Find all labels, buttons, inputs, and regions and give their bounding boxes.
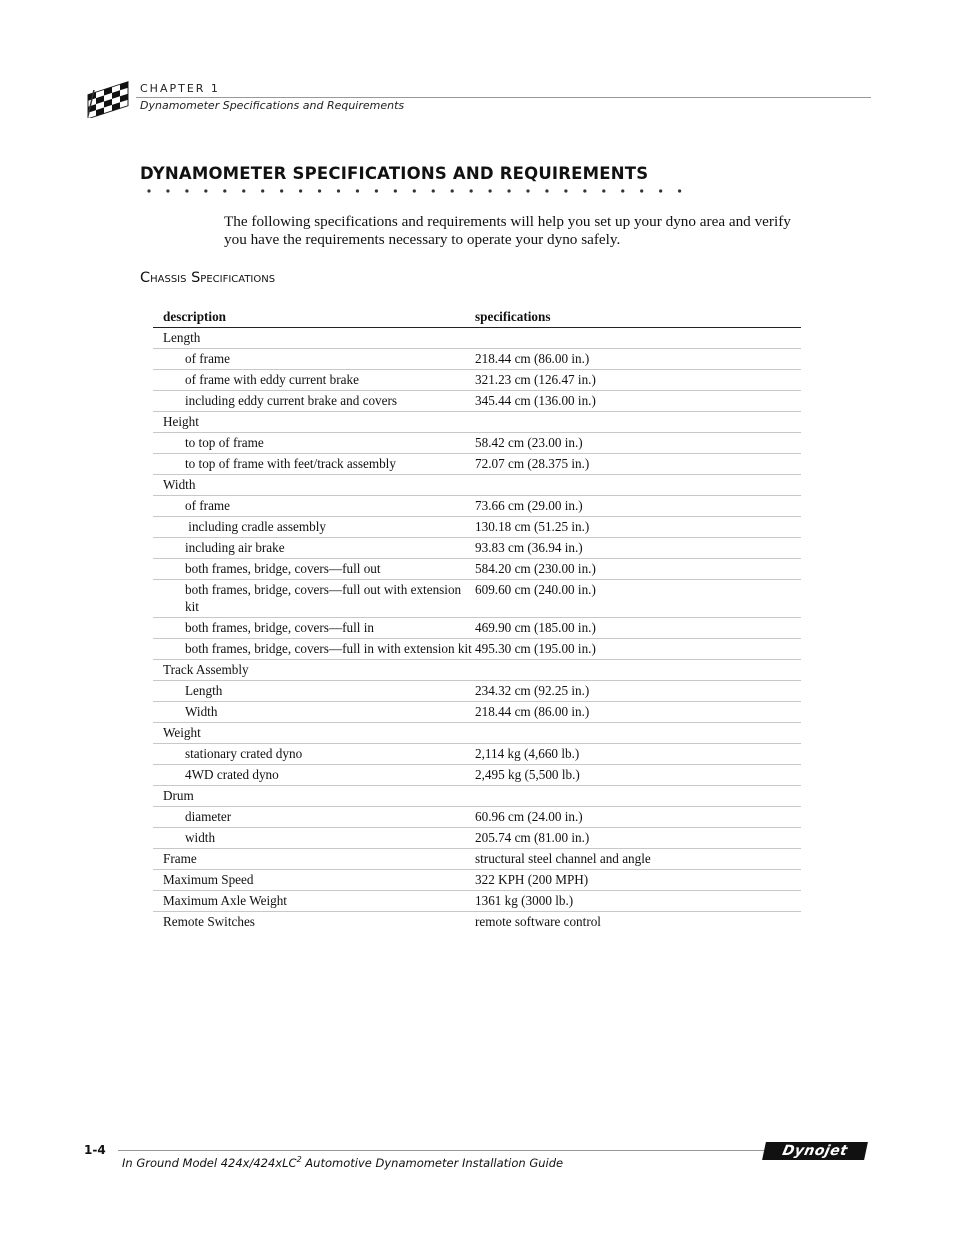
row-specification: 60.96 cm (24.00 in.) xyxy=(475,807,801,828)
row-description: Track Assembly xyxy=(153,660,475,681)
row-description: Height xyxy=(153,412,475,433)
rule-dot xyxy=(242,189,245,192)
column-header-specifications: specifications xyxy=(475,308,801,328)
row-specification xyxy=(475,412,801,433)
rule-dot xyxy=(451,189,454,192)
row-description: width xyxy=(153,828,475,849)
table-row xyxy=(153,618,801,639)
column-header-description: description xyxy=(153,308,475,328)
table-row xyxy=(153,538,801,559)
subsection-title: Chassis Specifications xyxy=(140,270,276,286)
table-row xyxy=(153,517,801,538)
header-divider xyxy=(136,97,871,98)
rule-dot xyxy=(507,189,510,192)
row-description: to top of frame with feet/track assembly xyxy=(153,454,475,475)
rule-dot xyxy=(261,189,264,192)
dynojet-logo: Dynojet xyxy=(762,1142,868,1160)
row-specification: 609.60 cm (240.00 in.) xyxy=(475,580,801,618)
table-row xyxy=(153,349,801,370)
row-specification: 93.83 cm (36.94 in.) xyxy=(475,538,801,559)
table-row xyxy=(153,639,801,660)
section-title: DYNAMOMETER SPECIFICATIONS AND REQUIREMENTS xyxy=(140,164,649,183)
row-description: Remote Switches xyxy=(163,914,255,929)
row-specification: 2,495 kg (5,500 lb.) xyxy=(475,765,801,786)
table-row xyxy=(153,807,801,828)
rule-dot xyxy=(640,189,643,192)
row-description: Drum xyxy=(153,786,475,807)
row-description: of frame with eddy current brake xyxy=(153,370,475,391)
rule-dot xyxy=(545,189,548,192)
row-description: including cradle assembly xyxy=(153,517,475,538)
table-row xyxy=(153,702,801,723)
rule-dot xyxy=(394,189,397,192)
intro-paragraph: The following specifications and requirements will help you set up your dyno area and verify you have the requirements necessary to operate your dyno safely. xyxy=(224,213,791,248)
row-description: Length xyxy=(153,681,475,702)
footer-guide-pre: In Ground Model 424x/424xLC xyxy=(122,1155,297,1170)
row-description: diameter xyxy=(153,807,475,828)
row-description: Width xyxy=(153,702,475,723)
rule-dot xyxy=(185,189,188,192)
table-row xyxy=(153,786,801,807)
row-specification: 321.23 cm (126.47 in.) xyxy=(475,370,801,391)
row-specification: 58.42 cm (23.00 in.) xyxy=(475,433,801,454)
row-specification: 584.20 cm (230.00 in.) xyxy=(475,559,801,580)
table-row xyxy=(153,328,801,349)
row-description: Weight xyxy=(153,723,475,744)
rule-dot xyxy=(659,189,662,192)
table-row xyxy=(153,391,801,412)
table-row xyxy=(153,559,801,580)
row-specification: 72.07 cm (28.375 in.) xyxy=(475,454,801,475)
table-header-row xyxy=(153,308,801,328)
rule-dot xyxy=(470,189,473,192)
rule-dot xyxy=(678,189,681,192)
table-row xyxy=(153,433,801,454)
row-description: Frame xyxy=(153,849,475,870)
row-specification: 234.32 cm (92.25 in.) xyxy=(475,681,801,702)
rule-dot xyxy=(299,189,302,192)
rule-dot xyxy=(564,189,567,192)
row-description: both frames, bridge, covers—full out with extension kit xyxy=(153,580,475,618)
rule-dot xyxy=(432,189,435,192)
rule-dot xyxy=(337,189,340,192)
page-number: 1-4 xyxy=(84,1143,106,1157)
rule-dot xyxy=(280,189,283,192)
table-row xyxy=(153,828,801,849)
rule-dot xyxy=(356,189,359,192)
row-specification: 322 KPH (200 MPH) xyxy=(475,870,801,891)
table-row xyxy=(153,496,801,517)
row-specification xyxy=(475,475,801,496)
row-specification: 218.44 cm (86.00 in.) xyxy=(475,702,801,723)
rule-dot xyxy=(583,189,586,192)
row-description: stationary crated dyno xyxy=(153,744,475,765)
table-row xyxy=(153,849,801,870)
row-specification: remote software control xyxy=(475,914,601,929)
row-specification xyxy=(475,660,801,681)
chapter-label: CHAPTER 1 xyxy=(140,82,220,95)
rule-dot xyxy=(318,189,321,192)
row-specification: 469.90 cm (185.00 in.) xyxy=(475,618,801,639)
row-description: Maximum Speed xyxy=(153,870,475,891)
table-row xyxy=(153,870,801,891)
rule-dot xyxy=(602,189,605,192)
rule-dot xyxy=(621,189,624,192)
rule-dot xyxy=(489,189,492,192)
rule-dot xyxy=(223,189,226,192)
row-specification: 205.74 cm (81.00 in.) xyxy=(475,828,801,849)
row-description: of frame xyxy=(153,349,475,370)
footer-divider xyxy=(118,1150,764,1151)
row-specification: 73.66 cm (29.00 in.) xyxy=(475,496,801,517)
row-specification xyxy=(475,786,801,807)
row-specification: 495.30 cm (195.00 in.) xyxy=(475,639,801,660)
rule-dot xyxy=(147,189,150,192)
row-description: Length xyxy=(153,328,475,349)
table-row xyxy=(153,475,801,496)
row-description: of frame xyxy=(153,496,475,517)
row-specification xyxy=(475,328,801,349)
checkered-flag-icon xyxy=(84,76,134,118)
row-specification: 218.44 cm (86.00 in.) xyxy=(475,349,801,370)
row-description: to top of frame xyxy=(153,433,475,454)
table-row xyxy=(153,912,801,933)
dotted-rule xyxy=(140,184,692,196)
table-row xyxy=(153,370,801,391)
row-description: including eddy current brake and covers xyxy=(153,391,475,412)
rule-dot xyxy=(375,189,378,192)
row-description: 4WD crated dyno xyxy=(153,765,475,786)
row-specification xyxy=(475,723,801,744)
chassis-spec-table xyxy=(153,308,801,932)
table-row xyxy=(153,744,801,765)
row-specification: structural steel channel and angle xyxy=(475,849,801,870)
row-description: including air brake xyxy=(153,538,475,559)
row-description: both frames, bridge, covers—full in xyxy=(153,618,475,639)
table-row xyxy=(153,723,801,744)
row-specification: 345.44 cm (136.00 in.) xyxy=(475,391,801,412)
table-row xyxy=(153,660,801,681)
table-row xyxy=(153,454,801,475)
footer-guide-title xyxy=(122,1155,563,1170)
row-description: Width xyxy=(153,475,475,496)
table-row xyxy=(153,580,801,618)
row-description: Maximum Axle Weight xyxy=(153,891,475,912)
row-description: both frames, bridge, covers—full out xyxy=(153,559,475,580)
table-row xyxy=(153,412,801,433)
rule-dot xyxy=(204,189,207,192)
rule-dot xyxy=(413,189,416,192)
table-row xyxy=(153,891,801,912)
table-body xyxy=(153,328,801,933)
row-specification: 2,114 kg (4,660 lb.) xyxy=(475,744,801,765)
table-row xyxy=(153,681,801,702)
rule-dot xyxy=(526,189,529,192)
row-description: both frames, bridge, covers—full in with extension kit xyxy=(153,639,475,660)
rule-dot xyxy=(166,189,169,192)
row-specification: 130.18 cm (51.25 in.) xyxy=(475,517,801,538)
table-row xyxy=(153,765,801,786)
chapter-subtitle: Dynamometer Specifications and Requirements xyxy=(140,99,405,112)
footer-guide-post: Automotive Dynamometer Installation Guide xyxy=(301,1155,564,1170)
row-specification: 1361 kg (3000 lb.) xyxy=(475,891,801,912)
footer-guide-sup: 2 xyxy=(296,1155,302,1164)
